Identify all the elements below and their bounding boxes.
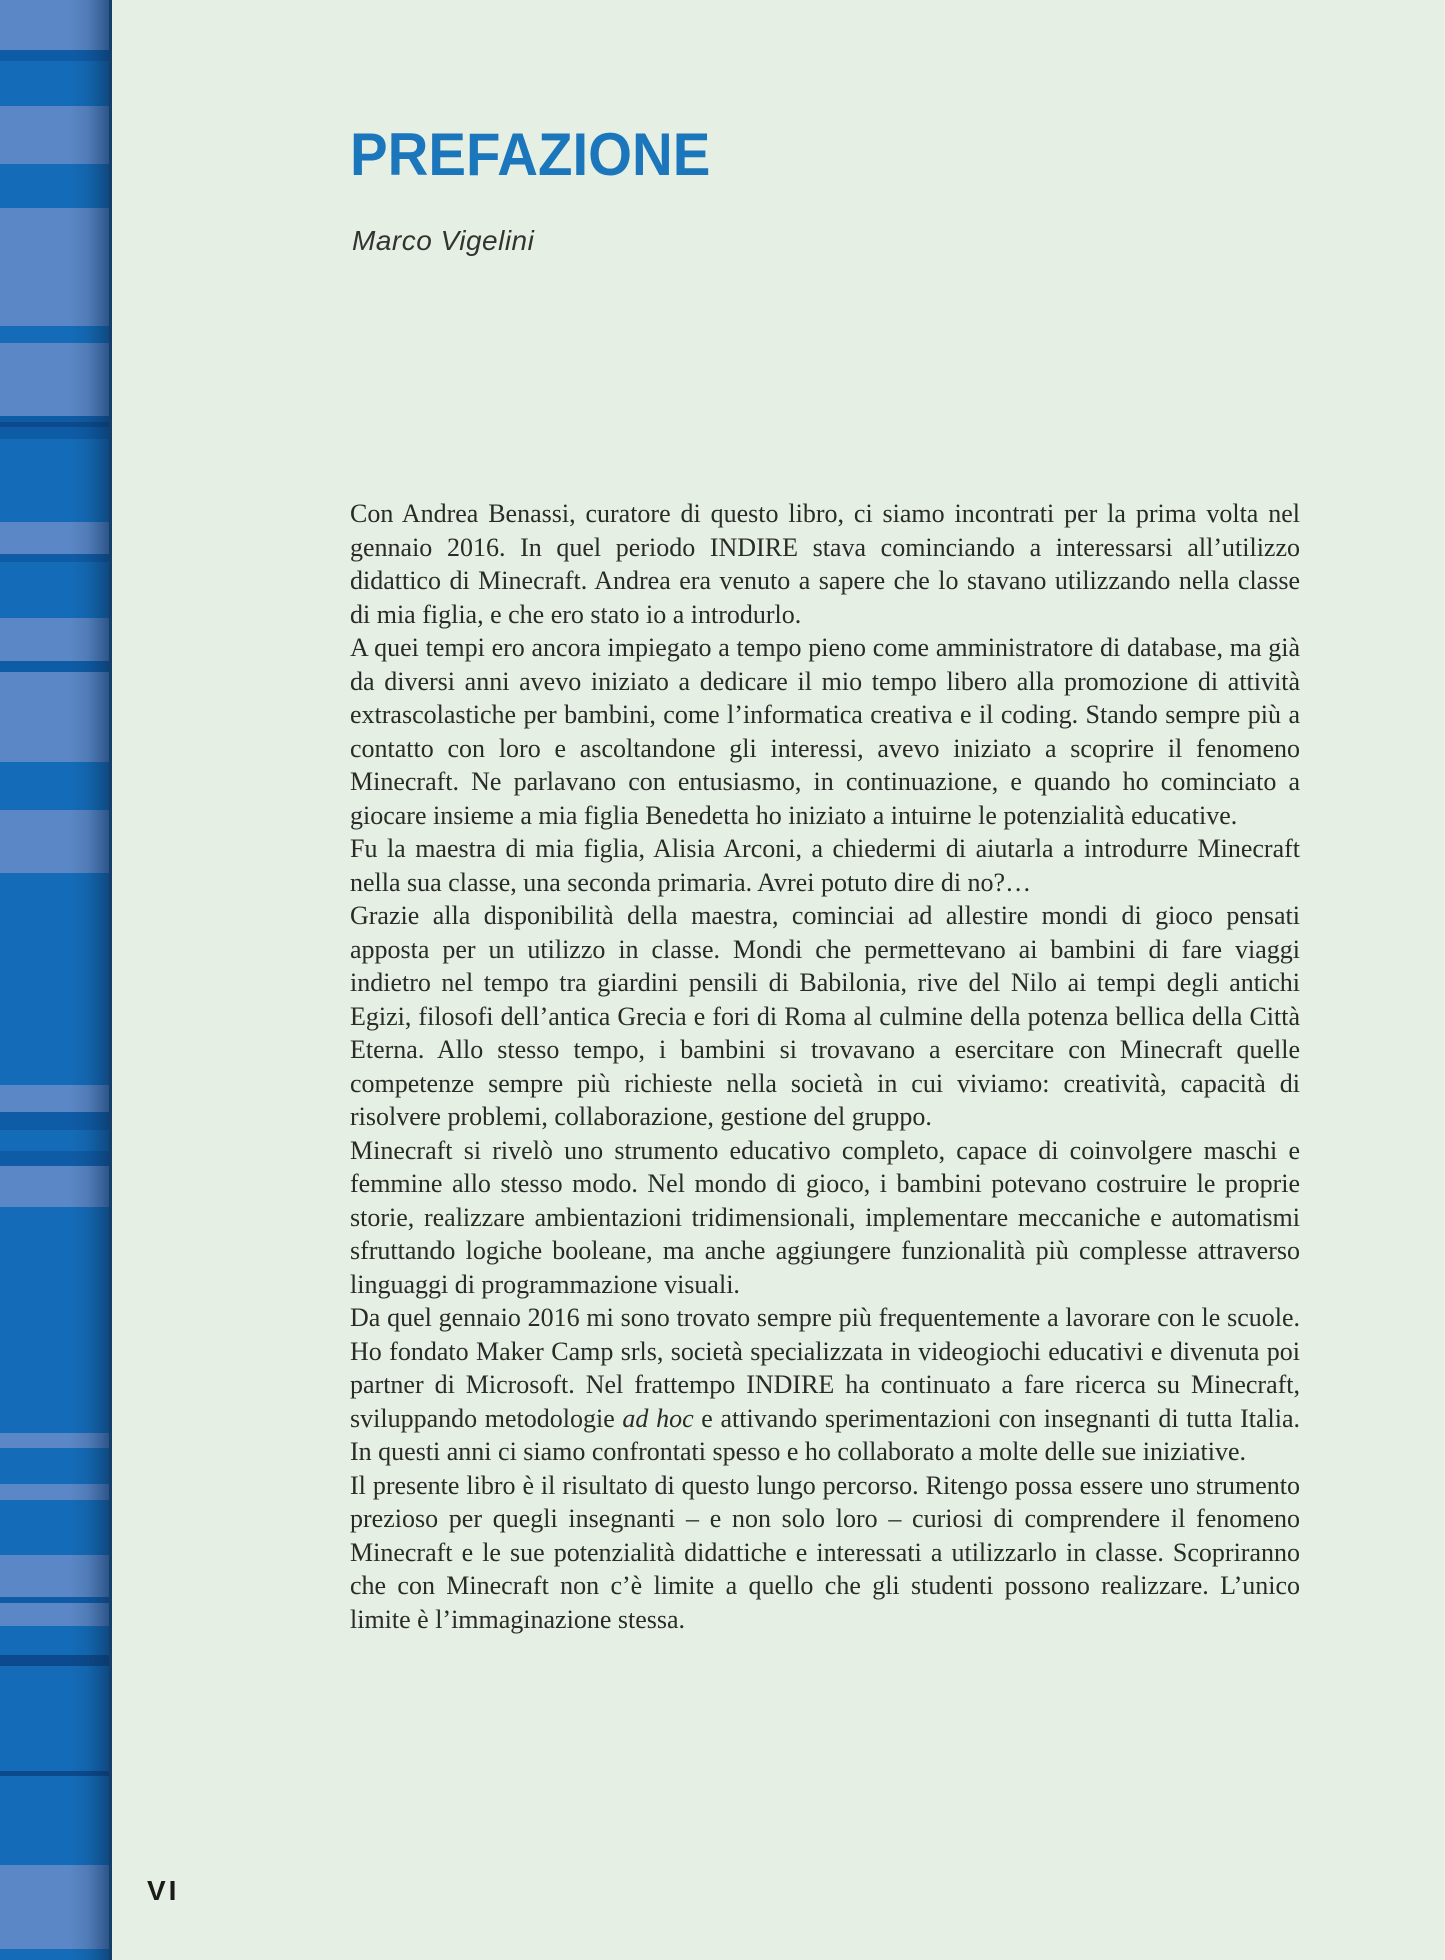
spine-stripe — [0, 672, 109, 712]
spine-stripe — [0, 712, 109, 762]
spine-stripe — [0, 1119, 109, 1131]
spine-stripe — [0, 1361, 109, 1403]
spine-stripe — [0, 1694, 109, 1744]
spine-stripe — [0, 343, 109, 368]
spine-stripe — [0, 1151, 109, 1166]
spine-stripe — [0, 1831, 109, 1864]
spine-stripe — [0, 1247, 109, 1268]
spine-stripe — [0, 249, 109, 263]
spine-stripe — [0, 1448, 109, 1467]
spine-stripe — [0, 1047, 109, 1085]
spine-stripe — [0, 326, 109, 342]
spine-stripe — [0, 61, 109, 106]
paragraph: Da quel gennaio 2016 mi sono trovato sempre più frequentemente a lavorare con le scuole. Ho fondato Maker Camp srls, società specializzata in videogiochi educativi e divenuta poi partner di Microsoft. Nel frattempo INDIRE ha continuato a fare ricerca su Minecraft, sviluppando metodologie ad hoc e attivando sperimentazioni con insegnanti di tutta Italia. In questi anni ci siamo confrontati spesso e ho collaborato a molte delle sue iniziative. — [350, 1303, 1300, 1466]
spine-stripe — [0, 522, 109, 553]
spine-stripe — [0, 944, 109, 997]
page-number: VI — [147, 1875, 180, 1906]
spine-stripe — [0, 1865, 109, 1907]
spine-stripe — [0, 282, 109, 327]
spine-stripe — [0, 810, 109, 855]
spine-stripe — [0, 1224, 109, 1247]
book-spine-stripes — [0, 0, 112, 1960]
spine-stripe — [0, 1467, 109, 1484]
spine-stripe — [0, 562, 109, 618]
spine-stripe — [0, 263, 109, 282]
spine-stripe — [0, 1906, 109, 1948]
spine-stripe — [0, 1626, 109, 1655]
spine-stripe — [0, 1112, 109, 1119]
spine-stripe — [0, 1500, 109, 1554]
paragraph: Il presente libro è il risultato di questo lungo percorso. Ritengo possa essere uno strumento prezioso per quegli insegnanti – e non solo loro – curiosi di comprendere il fenomeno Minecraft e le sue potenzialità didattiche e interessati a utilizzarlo in classe. Scopriranno che con Minecraft non c’è limite a quello che gli studenti possono realizzare. L’unico limite è l’immaginazione stessa. — [350, 1470, 1300, 1634]
spine-stripe — [0, 554, 109, 563]
spine-stripe — [0, 1166, 109, 1207]
spine-stripe — [0, 50, 109, 62]
spine-stripe — [0, 136, 109, 164]
spine-stripe — [0, 1555, 109, 1597]
spine-stripe — [0, 661, 109, 672]
spine-stripe — [0, 1655, 109, 1666]
author-name: Marco Vigelini — [352, 225, 535, 256]
spine-stripe — [0, 164, 109, 194]
spine-stripe — [0, 1484, 109, 1500]
spine-stripe — [0, 1268, 109, 1296]
paragraph: Grazie alla disponibilità della maestra, cominciai ad allestire mondi di gioco pensati apposta per un utilizzo in classe. Mondi che permettevano ai bambini di fare viaggi indietro nel tempo tra giardini pensili di Babilonia, rive del Nilo ai tempi degli antichi Egizi, filosofi dell’antica Grecia e fori di Roma al culmine della potenza bellica della Città Eterna. Allo stesso tempo, i bambini si trovavano a esercitare con Minecraft quelle competenze sempre più richieste nella società in cui viviamo: creatività, capacità di risolvere problemi, collaborazione, gestione del gruppo. — [350, 901, 1300, 1131]
paragraph: Fu la maestra di mia figlia, Alisia Arconi, a chiedermi di aiutarla a introdurre Minecraft nella sua classe, una seconda primaria. Avrei potuto dire di no?… — [350, 834, 1300, 897]
page-title: PREFAZIONE — [350, 121, 711, 188]
spine-stripe — [0, 856, 109, 873]
spine-stripe — [0, 762, 109, 810]
spine-stripe — [0, 1333, 109, 1361]
spine-stripe — [0, 106, 109, 135]
spine-stripe — [0, 1316, 109, 1332]
spine-stripe — [0, 0, 109, 50]
spine-stripe — [0, 226, 109, 249]
spine-stripe — [0, 924, 109, 944]
spine-stripe — [0, 1130, 109, 1150]
page-content — [112, 0, 1445, 1960]
spine-stripe — [0, 1296, 109, 1317]
preface-body-text — [350, 497, 1300, 1636]
spine-stripe — [0, 618, 109, 661]
spine-stripe — [0, 1603, 109, 1627]
spine-stripe — [0, 1403, 109, 1433]
paragraph: A quei tempi ero ancora impiegato a tempo pieno come amministratore di database, ma già da diversi anni avevo iniziato a dedicare il mio tempo libero alla promozione di attività extrascolastiche per bambini, come l’informatica creativa e il coding. Stando sempre più a contatto con loro e ascoltandone gli interessi, avevo iniziato a scoprire il fenomeno Minecraft. Ne parlavano con entusiasmo, in continuazione, e quando ho cominciato a giocare insieme a mia figlia Benedetta ho iniziato a intuirne le potenzialità educative. — [350, 633, 1300, 830]
spine-stripe — [0, 1085, 109, 1112]
spine-stripe — [0, 1433, 109, 1448]
spine-stripe — [0, 194, 109, 208]
spine-stripe — [0, 1207, 109, 1224]
spine-stripe — [0, 1744, 109, 1771]
spine-stripe — [0, 873, 109, 924]
spine-stripe — [0, 1776, 109, 1831]
spine-stripe — [0, 1666, 109, 1693]
spine-stripe — [0, 439, 109, 466]
spine-stripe — [0, 427, 109, 439]
spine-stripe — [0, 367, 109, 386]
spine-stripe — [0, 1949, 109, 1960]
spine-stripe — [0, 208, 109, 226]
spine-stripe — [0, 386, 109, 416]
paragraph: Minecraft si rivelò uno strumento educativo completo, capace di coinvolgere maschi e femmine allo stesso modo. Nel mondo di gioco, i bambini potevano costruire le proprie storie, realizzare ambientazioni tridimensionali, implementare meccaniche e automatismi sfruttando logiche booleane, ma anche aggiungere funzionalità più complesse attraverso linguaggi di programmazione visuali. — [350, 1135, 1300, 1299]
spine-stripe — [0, 997, 109, 1047]
paragraph: Con Andrea Benassi, curatore di questo libro, ci siamo incontrati per la prima volta nel gennaio 2016. In quel periodo INDIRE stava cominciando a interessarsi all’utilizzo didattico di Minecraft. Andrea era venuto a sapere che lo stavano utilizzando nella classe di mia figlia, e che ero stato io a introdurlo. — [350, 499, 1300, 629]
spine-stripe — [0, 466, 109, 523]
